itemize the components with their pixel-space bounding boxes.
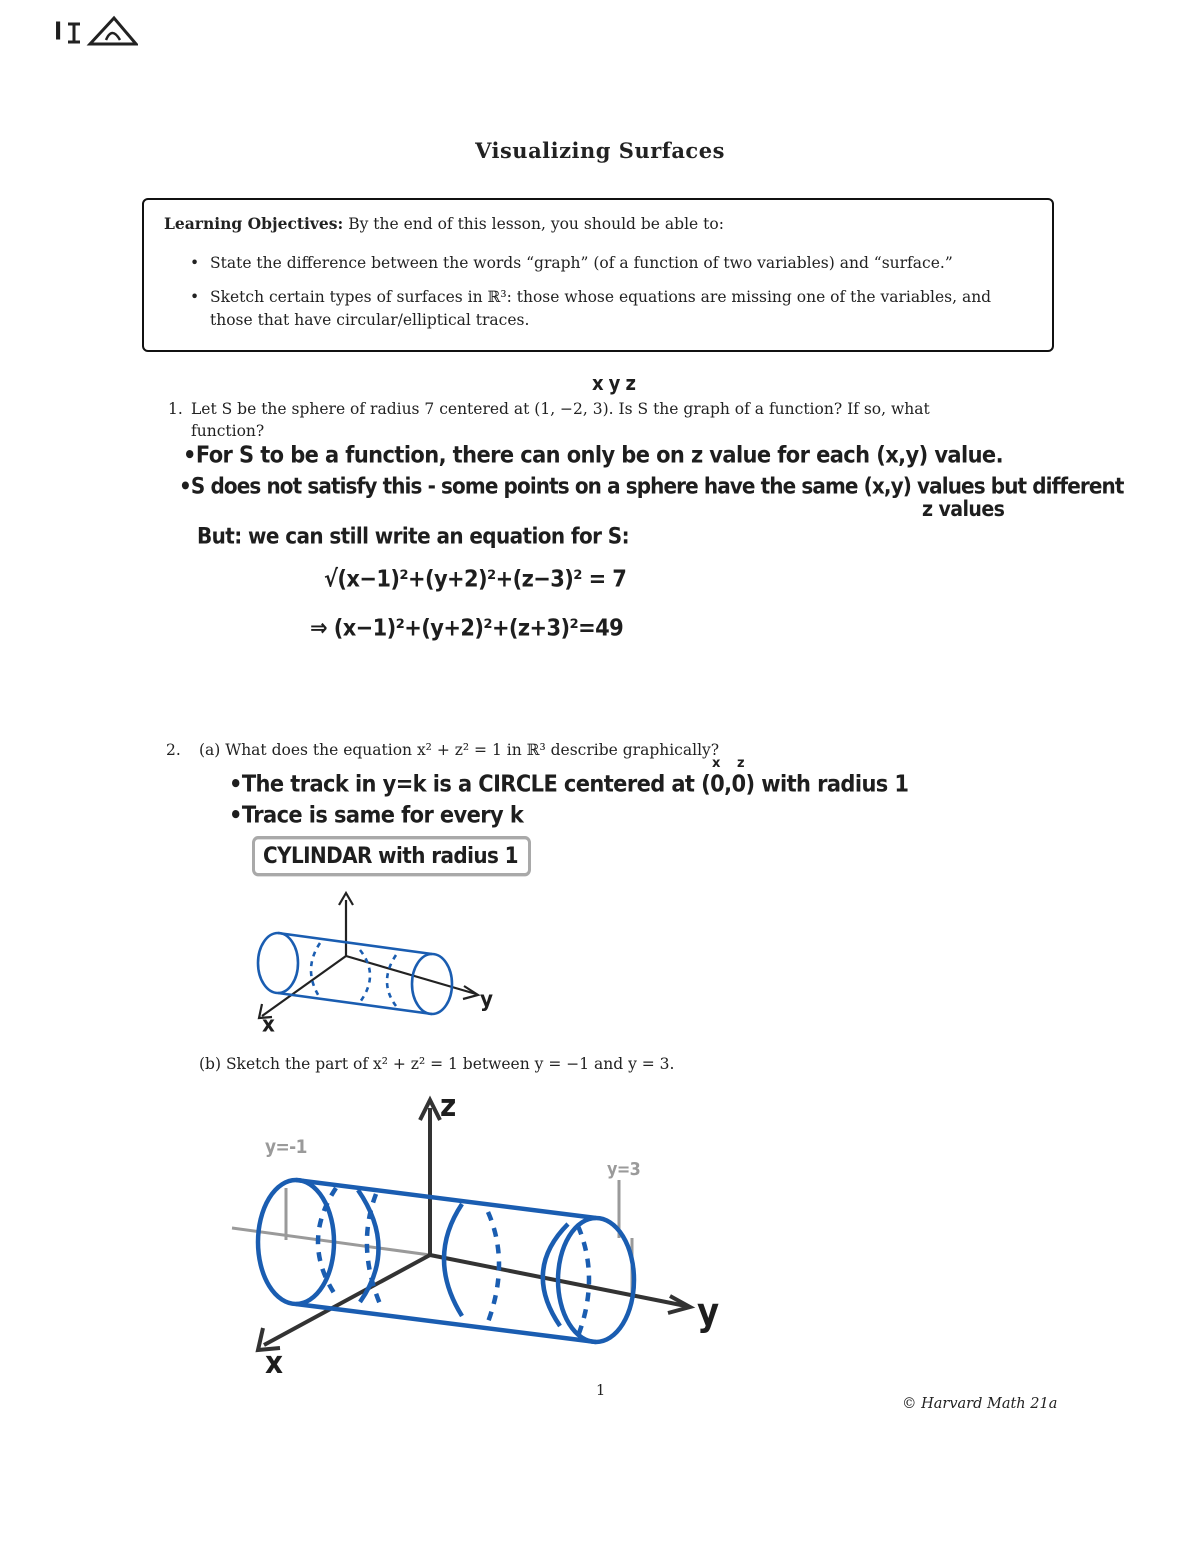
large-y-label: y [697,1290,719,1335]
large-x-label: x [265,1344,283,1381]
objectives-label: Learning Objectives: [164,214,344,233]
copyright: © Harvard Math 21a [902,1396,1058,1412]
logo-text: I [54,18,62,46]
p2a-handwriting-line: •Trace is same for every k [229,801,524,828]
zero-mark: x [712,756,721,771]
cylinder-answer: CYLINDAR with radius 1 [252,836,531,876]
large-z-label: z [440,1087,456,1124]
small-axes [259,893,478,1018]
p1-handwriting-line: √(x−1)²+(y+2)²+(z−3)² = 7 [324,565,627,592]
p1-handwriting-line: z values [922,497,1005,522]
problem2-part-a: (a) What does the equation x² + z² = 1 in ℝ³ describe graphically? [199,741,720,759]
objectives-heading [164,214,724,233]
p1-handwriting-line: But: we can still write an equation for S: [197,522,629,549]
page-number: 1 [596,1383,606,1399]
p1-handwriting-line: •For S to be a function, there can only be on z value for each (x,y) value. [183,441,1003,468]
small-cylinder [258,933,452,1014]
logo [54,14,138,48]
small-x-label: x [262,1010,275,1037]
problem1-text: Let S be the sphere of radius 7 centered at (1, −2, 3). Is S the graph of a function? If so, what [191,400,930,418]
small-y-label: y [480,985,493,1012]
objective-item: • State the difference between the words “graph” (of a function of two variables) and “surface.” [188,252,1038,275]
y-axis-back [232,1180,632,1296]
objectives-box [142,198,1054,352]
page-title: Visualizing Surfaces [475,138,725,163]
zero-mark: z [737,756,745,771]
large-axes [258,1100,690,1350]
problem1-number: 1. [168,400,183,418]
tent-logo-icon [54,14,138,48]
xyz-note: x y z [592,372,636,396]
p1-handwriting-line: •S does not satisfy this - some points on a sphere have the same (x,y) values but different [179,472,1124,499]
y-3-marker: y=3 [607,1158,641,1180]
p2a-handwriting-line: •The track in y=k is a CIRCLE centered at (0,0) with radius 1 [229,770,909,797]
y-minus1-marker: y=-1 [265,1136,307,1159]
problem1-text-cont: function? [191,422,265,440]
p1-handwriting-line: ⇒ (x−1)²+(y+2)²+(z+3)²=49 [310,614,624,641]
objectives-list [188,252,1038,343]
objective-item: • Sketch certain types of surfaces in ℝ³: those whose equations are missing one of the variables, and those that have circular/elliptical traces. [188,286,1038,332]
problem2-number: 2. [166,741,181,759]
large-cylinder [258,1180,634,1342]
problem2-part-b: (b) Sketch the part of x² + z² = 1 between y = −1 and y = 3. [199,1055,675,1073]
objectives-intro: By the end of this lesson, you should be able to: [348,215,724,233]
